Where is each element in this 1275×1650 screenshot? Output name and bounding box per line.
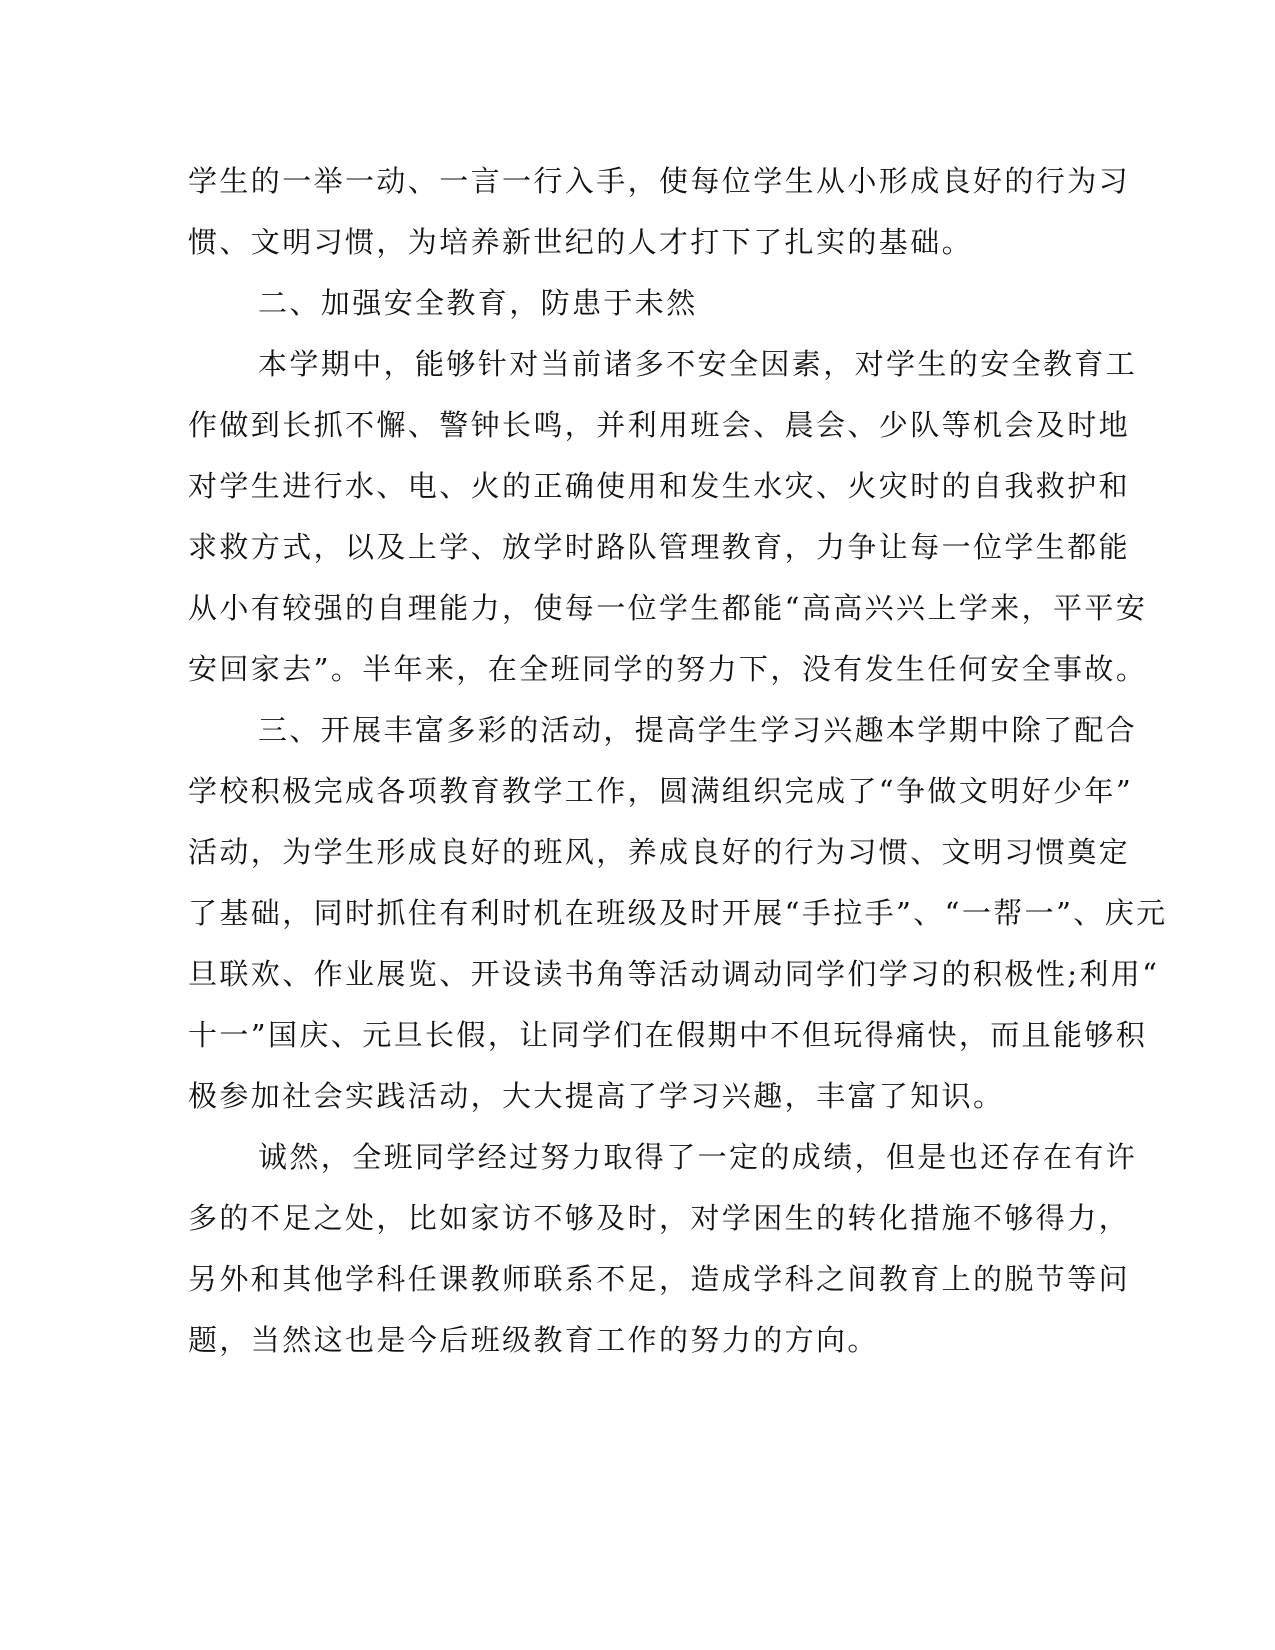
text-line: 学生的一举一动、一言一行入手，使每位学生从小形成良好的行为习 bbox=[188, 164, 1131, 198]
text-line: 惯、文明习惯，为培养新世纪的人才打下了扎实的基础。 bbox=[188, 225, 974, 259]
text-line: 诚然，全班同学经过努力取得了一定的成绩，但是也还存在有许 bbox=[258, 1140, 1138, 1174]
text-line: 从小有较强的自理能力，使每一位学生都能“高高兴兴上学来，平平安 bbox=[188, 591, 1148, 625]
text-line: 作做到长抓不懈、警钟长鸣，并利用班会、晨会、少队等机会及时地 bbox=[188, 408, 1131, 442]
text-line: 十一”国庆、元旦长假，让同学们在假期中不但玩得痛快，而且能够积 bbox=[188, 1018, 1148, 1052]
text-line: 学校积极完成各项教育教学工作，圆满组织完成了“争做文明好少年” bbox=[188, 774, 1134, 808]
text-line: 题，当然这也是今后班级教育工作的努力的方向。 bbox=[188, 1323, 879, 1357]
text-line: 三、开展丰富多彩的活动，提高学生学习兴趣本学期中除了配合 bbox=[258, 713, 1138, 747]
text-line: 旦联欢、作业展览、开设读书角等活动调动同学们学习的积极性;利用“ bbox=[188, 957, 1160, 991]
document-body bbox=[188, 162, 1168, 1382]
text-line: 安回家去”。半年来，在全班同学的努力下，没有发生任何安全事故。 bbox=[188, 652, 1148, 686]
text-line: 另外和其他学科任课教师联系不足，造成学科之间教育上的脱节等问 bbox=[188, 1262, 1131, 1296]
text-line: 活动，为学生形成良好的班风，养成良好的行为习惯、文明习惯奠定 bbox=[188, 835, 1131, 869]
text-line: 对学生进行水、电、火的正确使用和发生水灾、火灾时的自我救护和 bbox=[188, 469, 1131, 503]
text-line: 多的不足之处，比如家访不够及时，对学困生的转化措施不够得力， bbox=[188, 1201, 1131, 1235]
text-line: 本学期中，能够针对当前诸多不安全因素，对学生的安全教育工 bbox=[258, 347, 1138, 381]
text-line: 二、加强安全教育，防患于未然 bbox=[258, 286, 698, 320]
text-line: 极参加社会实践活动，大大提高了学习兴趣，丰富了知识。 bbox=[188, 1079, 1005, 1113]
text-line: 了基础，同时抓住有利时机在班级及时开展“手拉手”、“一帮一”、庆元 bbox=[188, 896, 1168, 930]
text-line: 求救方式，以及上学、放学时路队管理教育，力争让每一位学生都能 bbox=[188, 530, 1131, 564]
